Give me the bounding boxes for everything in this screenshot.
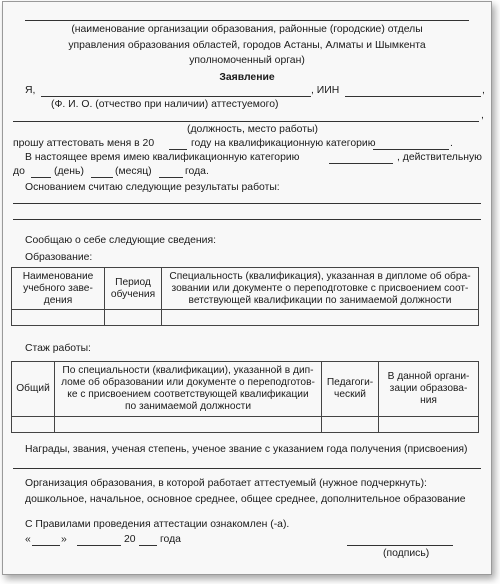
- education-label: Образование:: [25, 252, 93, 263]
- edu-cell-specialty[interactable]: [162, 310, 479, 326]
- date-year-prefix: 20: [124, 534, 136, 545]
- request-line1-start: прошу аттестовать меня в 20: [13, 138, 155, 149]
- category-field[interactable]: [373, 149, 449, 150]
- exp-cell-specialty[interactable]: [55, 417, 322, 433]
- exp-col3-line: Педагоги-: [326, 377, 374, 388]
- request-line2-start: В настоящее время имею квалификационную категорию: [25, 152, 300, 163]
- iin-comma: ,: [482, 85, 485, 96]
- valid-year-field[interactable]: [159, 177, 183, 178]
- edu-col3-line: ветствующей квалификации по занимаемой должности: [188, 294, 452, 306]
- awards-text: Награды, звания, ученая степень, ученое звание с указанием года получения (присвоения): [25, 444, 468, 455]
- edu-col1-line: учебного заве-: [23, 282, 93, 294]
- signature-caption: (подпись): [383, 548, 430, 559]
- exp-col2-line: ке с присвоением соответствующей квалификации: [67, 389, 309, 400]
- request-line1-end: .: [450, 138, 453, 149]
- awards-field[interactable]: [13, 468, 481, 469]
- exp-col2-line: По специальности (квалификации), указанной в дип-: [62, 365, 314, 376]
- exp-col-pedagogical: [322, 362, 379, 417]
- exp-col2-line: по занимаемой должности: [124, 401, 252, 412]
- edu-col2-line: Период: [115, 276, 151, 288]
- exp-cell-organization[interactable]: [379, 417, 479, 433]
- edu-cell-institution[interactable]: [12, 310, 105, 326]
- iin-field[interactable]: [345, 96, 481, 97]
- fio-field[interactable]: [41, 96, 311, 97]
- exp-col4-line: ния: [420, 395, 437, 406]
- signature-field[interactable]: [347, 545, 453, 546]
- exp-col2-line: ломе об образовании или документе о переподготов-: [61, 377, 315, 388]
- organization-line1: Организация образования, в которой работает аттестуемый (нужное подчеркнуть):: [25, 478, 427, 489]
- exp-col-specialty: [55, 362, 322, 417]
- info-intro: Сообщаю о себе следующие сведения:: [25, 235, 216, 246]
- position-caption: (должность, место работы): [187, 124, 318, 135]
- date-year-field[interactable]: [139, 545, 157, 546]
- results-line-2[interactable]: [13, 219, 481, 220]
- position-comma: ,: [481, 110, 484, 121]
- exp-col4-line: В данной органи-: [387, 371, 470, 382]
- date-day-field[interactable]: [32, 545, 60, 546]
- request-line3-year: года.: [185, 166, 209, 177]
- edu-cell-period[interactable]: [105, 310, 162, 326]
- date-year-word: года: [160, 534, 181, 545]
- edu-col-period: [105, 268, 162, 310]
- edu-col3-line: зовании или документе о переподготовке с присвоением соот-: [171, 282, 469, 294]
- fio-caption: (Ф. И. О. (отчество при наличии) аттестуемого): [51, 99, 279, 110]
- exp-cell-total[interactable]: [12, 417, 55, 433]
- exp-col-total: [12, 362, 55, 417]
- position-field[interactable]: [13, 121, 479, 122]
- request-line3-month: (месяц): [115, 166, 152, 177]
- edu-col1-line: дения: [43, 294, 73, 306]
- edu-col-institution: [12, 268, 105, 310]
- education-table: [11, 267, 479, 326]
- current-category-field[interactable]: [329, 163, 393, 164]
- valid-day-field[interactable]: [31, 177, 51, 178]
- request-year-field[interactable]: [169, 149, 187, 150]
- exp-col-organization: [379, 362, 479, 417]
- results-line-1[interactable]: [13, 203, 481, 204]
- document-title: Заявление: [219, 72, 275, 83]
- date-quote-close: »: [61, 534, 67, 545]
- edu-col3-line: Специальность (квалификация), указанная в дипломе об обра-: [169, 270, 471, 282]
- date-month-field[interactable]: [77, 545, 121, 546]
- exp-col4-line: зации образова-: [389, 383, 468, 394]
- iin-label: , ИИН: [311, 85, 340, 96]
- org-caption-2: управления образования областей, городов Астаны, Алматы и Шымкента: [68, 40, 426, 51]
- org-caption-3: уполномоченный орган): [189, 55, 305, 66]
- application-form: [2, 1, 492, 575]
- edu-col1-line: Наименование: [22, 270, 94, 282]
- org-name-line[interactable]: [25, 20, 469, 21]
- request-line3-do: до: [13, 166, 25, 177]
- date-quote-open: «: [25, 534, 31, 545]
- valid-month-field[interactable]: [91, 177, 113, 178]
- exp-col3-line: ческий: [334, 389, 366, 400]
- results-intro: Основанием считаю следующие результаты работы:: [25, 182, 280, 193]
- rules-acknowledgement: С Правилами проведения аттестации ознакомлен (-а).: [25, 519, 290, 530]
- request-line2-end: , действительную: [397, 152, 482, 163]
- exp-cell-pedagogical[interactable]: [322, 417, 379, 433]
- experience-label: Стаж работы:: [25, 343, 91, 354]
- edu-col2-line: обучения: [110, 288, 156, 300]
- applicant-ya-label: Я,: [25, 85, 36, 96]
- request-line1-mid: году на квалификационную категорию: [191, 138, 376, 149]
- exp-col1-line: Общий: [16, 383, 50, 394]
- organization-line2: дошкольное, начальное, основное среднее, общее среднее, дополнительное образование: [25, 494, 466, 505]
- edu-col-specialty: [162, 268, 479, 310]
- org-caption-1: (наименование организации образования, районные (городские) отделы: [71, 24, 423, 35]
- experience-table: [11, 361, 479, 433]
- request-line3-day: (день): [54, 166, 84, 177]
